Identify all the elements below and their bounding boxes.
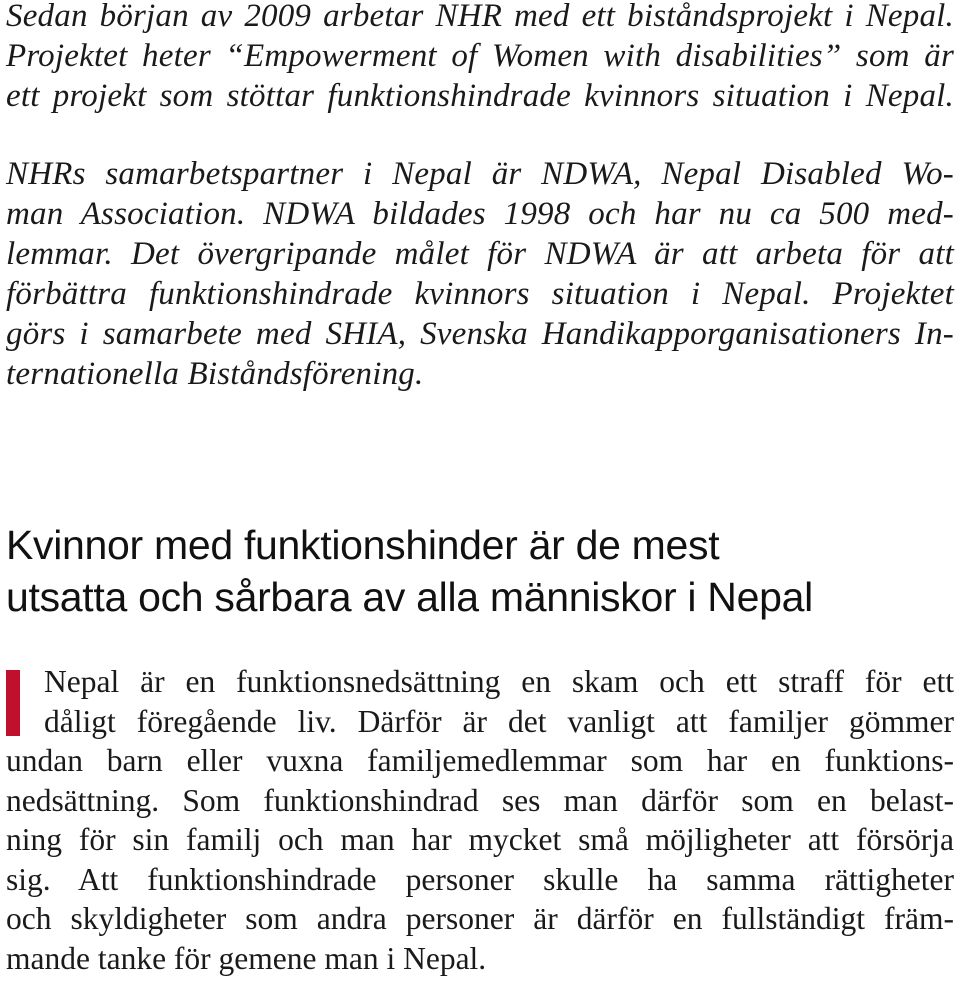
section-heading (6, 519, 954, 623)
body-line: Nepal är en funktionsnedsättning en skam och ett straff för ett (44, 664, 954, 699)
intro-line: man Association. NDWA bildades 1998 och har nu ca 500 med- (6, 196, 954, 232)
intro-line: förbättra funktionshindrade kvinnors situation i Nepal. Projektet (6, 276, 954, 312)
initial-letter-mark (6, 670, 20, 736)
intro-line: Sedan början av 2009 arbetar NHR med ett biståndsprojekt i Nepal. (6, 0, 954, 34)
intro-line: Projektet heter “Empowerment of Women with disabilities” som är (6, 38, 954, 74)
heading-line: utsatta och sårbara av alla människor i Nepal (6, 574, 813, 620)
body-line: mande tanke för gemene man i Nepal. (6, 940, 487, 976)
body-paragraph (6, 662, 954, 978)
intro-paragraph-1 (6, 0, 954, 116)
intro-line: görs i samarbete med SHIA, Svenska Handikapporganisationers In- (6, 316, 954, 352)
body-line: dåligt föregående liv. Därför är det vanligt att familjer gömmer (44, 703, 954, 739)
intro-line: ett projekt som stöttar funktionshindrade kvinnors situation i Nepal. (6, 78, 954, 114)
body-line: sig. Att funktionshindrade personer skulle ha samma rättigheter (6, 861, 954, 897)
intro-line: lemmar. Det övergripande målet för NDWA är att arbeta för att (6, 236, 954, 272)
heading-line: Kvinnor med funktionshinder är de mest (6, 522, 720, 568)
body-line: och skyldigheter som andra personer är därför en fullständigt främ- (6, 901, 954, 936)
body-line: nedsättning. Som funktionshindrad ses man därför som en belast- (6, 782, 954, 818)
intro-paragraph-2 (6, 154, 954, 394)
body-line: ning för sin familj och man har mycket små möjligheter att försörja (6, 822, 954, 857)
intro-line: ternationella Biståndsförening. (6, 356, 424, 392)
body-line: undan barn eller vuxna familjemedlemmar som har en funktions- (6, 743, 954, 778)
intro-line: NHRs samarbetspartner i Nepal är NDWA, Nepal Disabled Wo- (6, 156, 954, 192)
